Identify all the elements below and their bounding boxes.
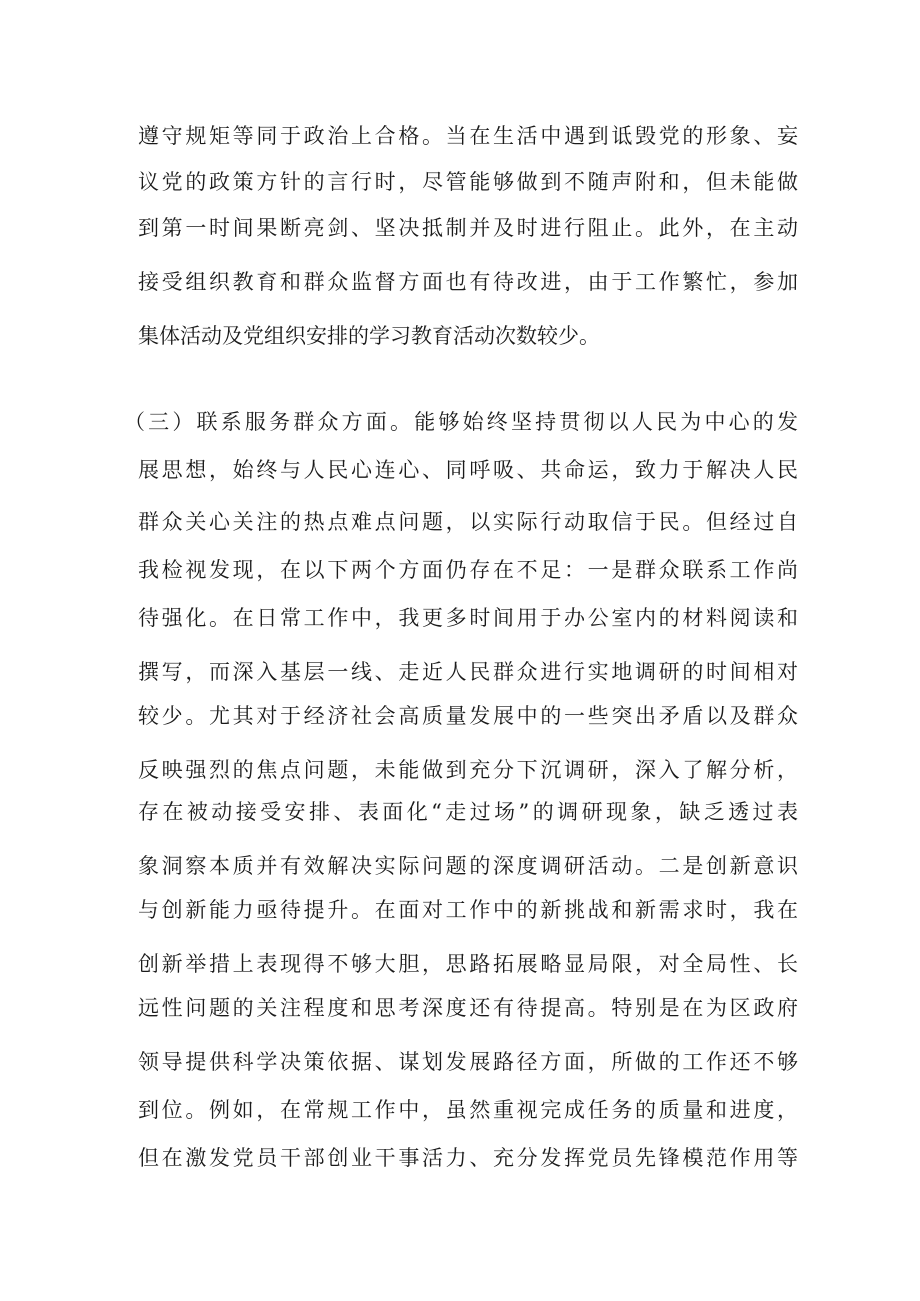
paragraph-2-line-7: 较少。尤其对于经济社会高质量发展中的一些突出矛盾以及群众 — [138, 704, 798, 728]
paragraph-1-line-5: 集体活动及党组织安排的学习教育活动次数较少。 — [138, 324, 600, 348]
paragraph-2-line-8: 反映强烈的焦点问题，未能做到充分下沉调研，深入了解分析， — [138, 758, 798, 782]
paragraph-2-line-16: 但在激发党员干部创业干事活力、充分发挥党员先锋模范作用等 — [138, 1146, 798, 1170]
paragraph-2-line-11: 与创新能力亟待提升。在面对工作中的新挑战和新需求时，我在 — [138, 898, 798, 922]
paragraph-2-line-15: 到位。例如，在常规工作中，虽然重视完成任务的质量和进度， — [138, 1098, 798, 1122]
paragraph-2-line-6: 撰写，而深入基层一线、走近人民群众进行实地调研的时间相对 — [138, 660, 798, 684]
paragraph-2-line-13: 远性问题的关注程度和思考深度还有待提高。特别是在为区政府 — [138, 996, 798, 1020]
paragraph-2-line-1: （三）联系服务群众方面。能够始终坚持贯彻以人民为中心的发 — [124, 410, 798, 434]
paragraph-2-line-5: 待强化。在日常工作中，我更多时间用于办公室内的材料阅读和 — [138, 606, 798, 630]
paragraph-2-line-4: 我检视发现，在以下两个方面仍存在不足：一是群众联系工作尚 — [138, 558, 798, 582]
paragraph-1-line-2: 议党的政策方针的言行时，尽管能够做到不随声附和，但未能做 — [138, 170, 798, 194]
paragraph-1-line-3: 到第一时间果断亮剑、坚决抵制并及时进行阻止。此外，在主动 — [138, 216, 798, 240]
paragraph-2-line-10: 象洞察本质并有效解决实际问题的深度调研活动。二是创新意识 — [138, 854, 798, 878]
paragraph-2-line-12: 创新举措上表现得不够大胆，思路拓展略显局限，对全局性、长 — [138, 952, 798, 976]
paragraph-2-line-14: 领导提供科学决策依据、谋划发展路径方面，所做的工作还不够 — [138, 1050, 798, 1074]
paragraph-2-line-3: 群众关心关注的热点难点问题，以实际行动取信于民。但经过自 — [138, 510, 798, 534]
paragraph-2-line-2: 展思想，始终与人民心连心、同呼吸、共命运，致力于解决人民 — [138, 458, 798, 482]
paragraph-2-line-9: 存在被动接受安排、表面化“走过场”的调研现象，缺乏透过表 — [138, 800, 798, 824]
paragraph-1-line-1: 遵守规矩等同于政治上合格。当在生活中遇到诋毁党的形象、妄 — [138, 124, 798, 148]
paragraph-1-line-4: 接受组织教育和群众监督方面也有待改进，由于工作繁忙，参加 — [138, 270, 798, 294]
